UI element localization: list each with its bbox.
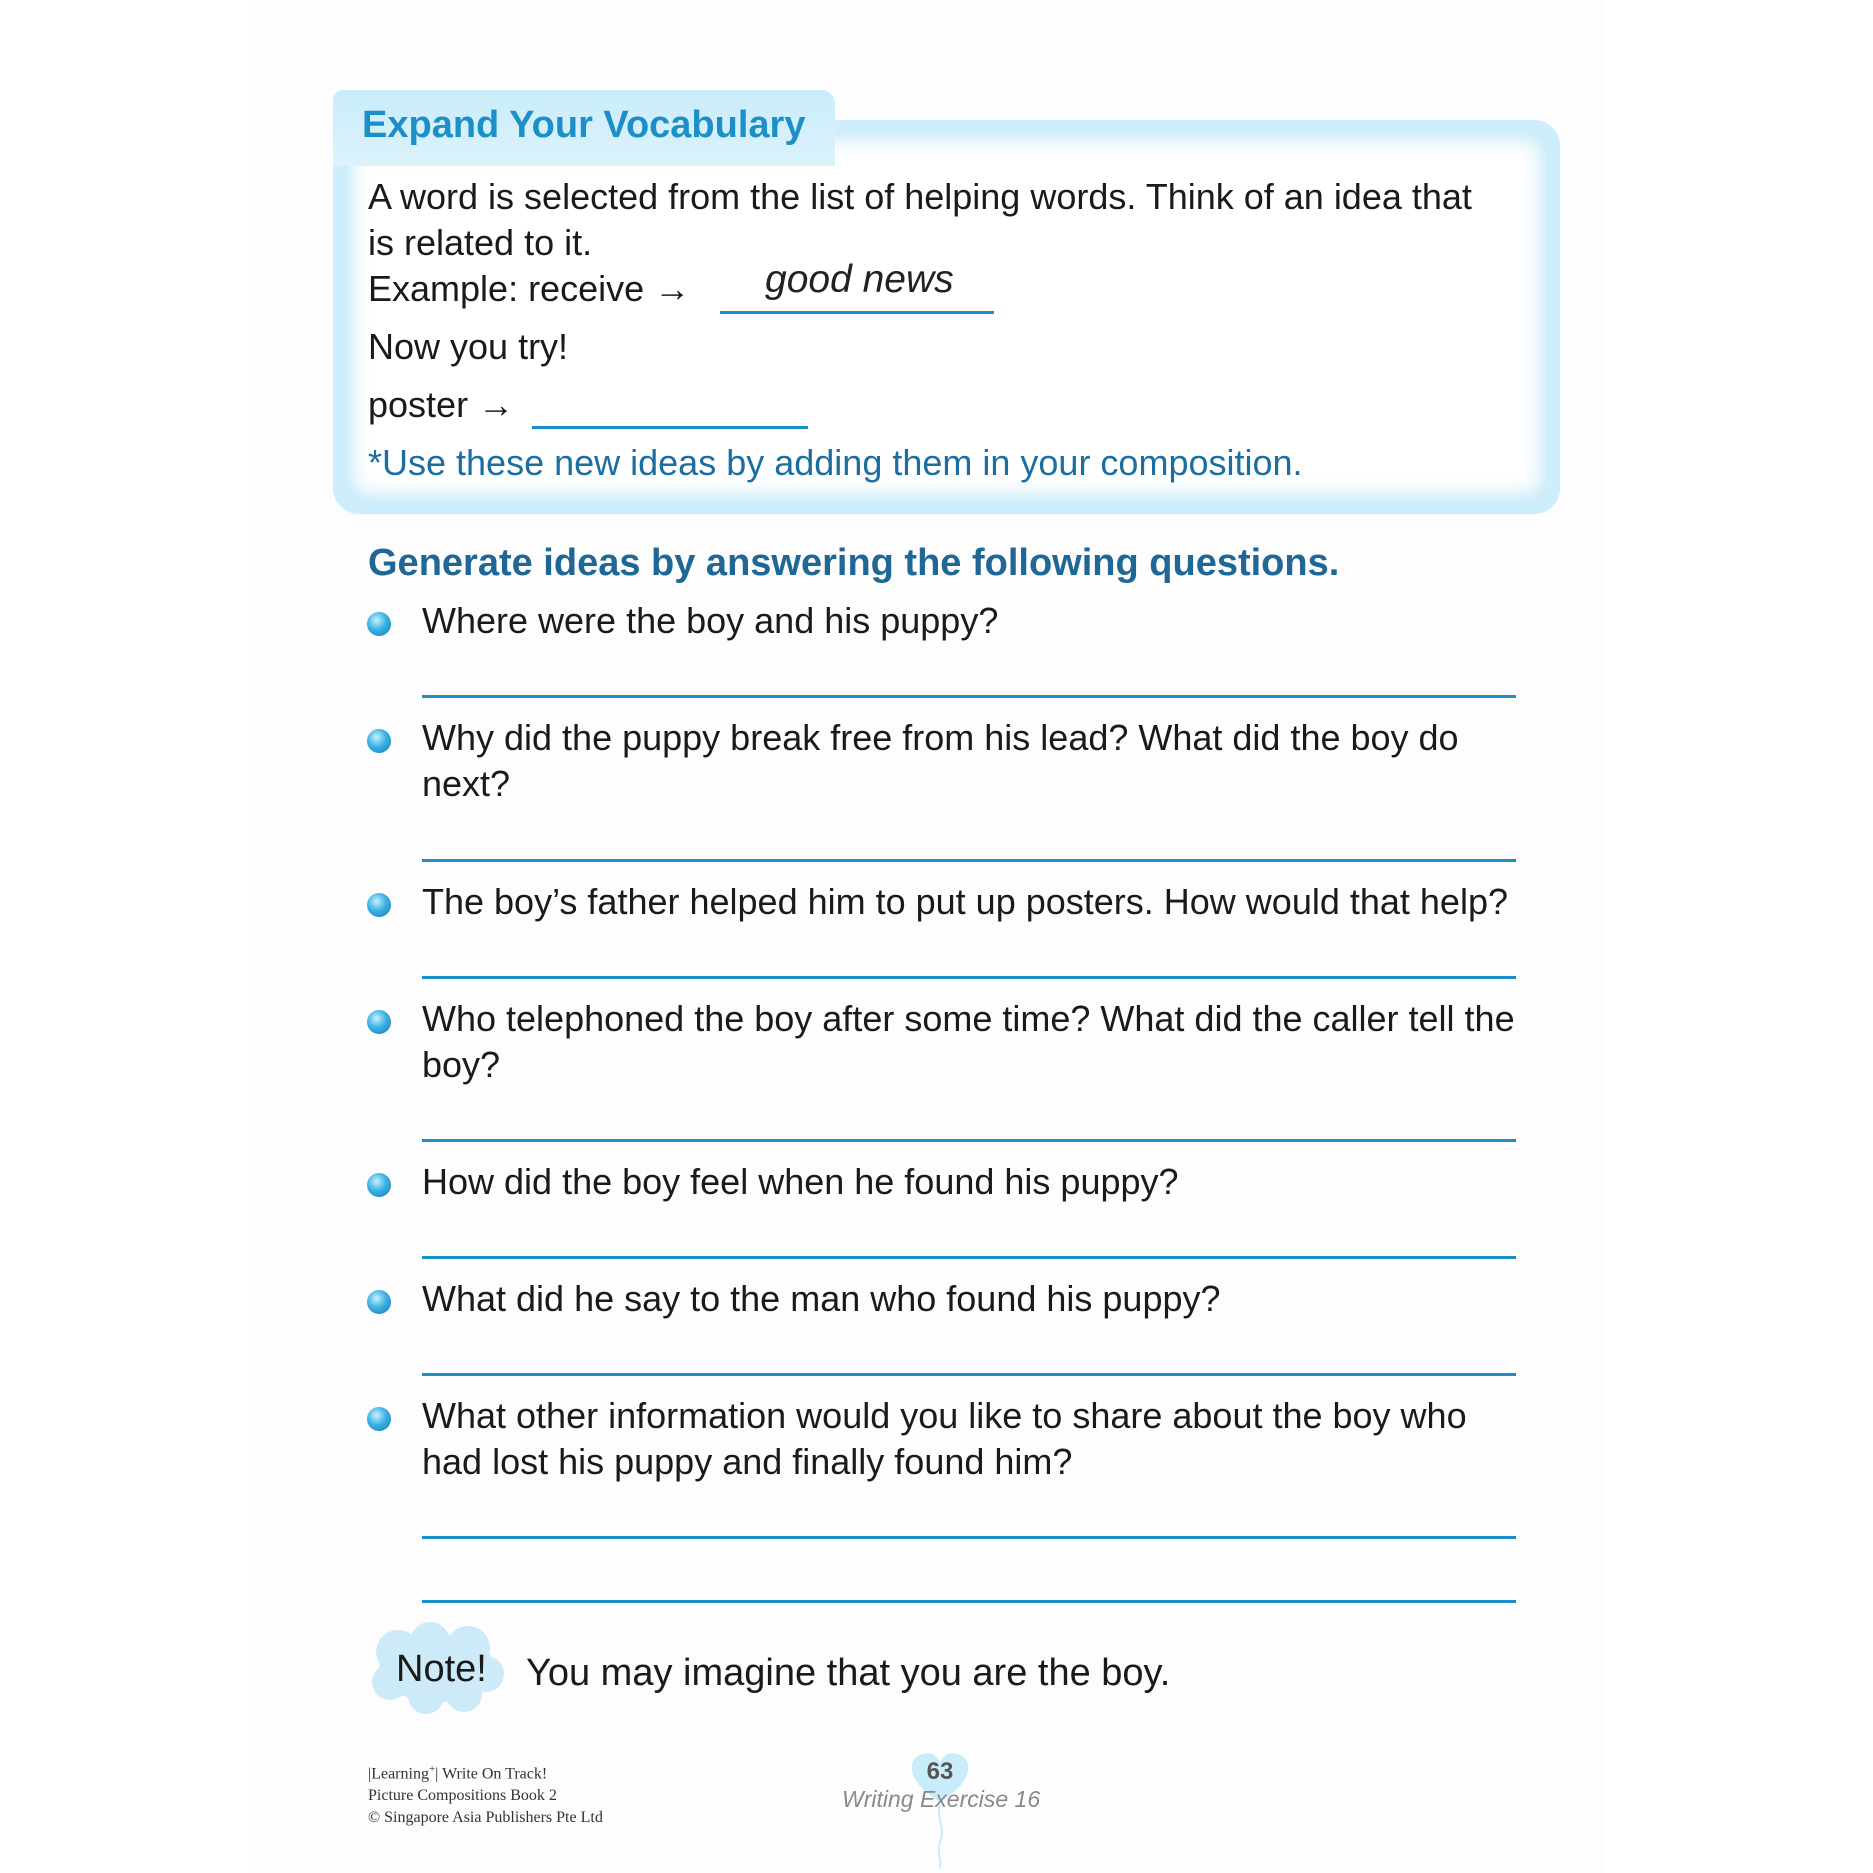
- bullet-icon: [367, 1407, 391, 1431]
- question-7: What other information would you like to share about the boy who had lost his puppy and finally found him?: [422, 1395, 1467, 1482]
- bullet-icon: [367, 729, 391, 753]
- bullet-icon: [367, 1290, 391, 1314]
- footer-series-title: | Write On Track!: [435, 1765, 548, 1783]
- bullet-icon: [367, 1173, 391, 1197]
- answer-line-6[interactable]: [422, 1373, 1516, 1376]
- page-number: 63: [926, 1758, 954, 1785]
- note-label: Note!: [396, 1648, 487, 1690]
- footer-copyright: © Singapore Asia Publishers Pte Ltd: [368, 1809, 603, 1827]
- question-5: How did the boy feel when he found his puppy?: [422, 1161, 1179, 1202]
- answer-line-7a[interactable]: [422, 1536, 1516, 1539]
- footer-credits: [368, 1758, 603, 1829]
- answer-line-5[interactable]: [422, 1256, 1516, 1259]
- answer-line-3[interactable]: [422, 976, 1516, 979]
- answer-line-1[interactable]: [422, 695, 1516, 698]
- footer-book-title: Picture Compositions Book 2: [368, 1787, 557, 1805]
- note-text: You may imagine that you are the boy.: [526, 1652, 1171, 1694]
- bullet-icon: [367, 893, 391, 917]
- poster-label: poster →: [368, 384, 515, 425]
- answer-line-2[interactable]: [422, 859, 1516, 862]
- question-1: Where were the boy and his puppy?: [422, 600, 999, 641]
- example-answer: good news: [765, 258, 954, 301]
- footer-series-name: |Learning: [368, 1765, 429, 1783]
- vocabulary-intro-line2: is related to it.: [368, 222, 593, 263]
- question-2: Why did the puppy break free from his lead? What did the boy do next?: [422, 717, 1459, 804]
- question-4: Who telephoned the boy after some time? What did the caller tell the boy?: [422, 998, 1515, 1085]
- vocabulary-title: Expand Your Vocabulary: [362, 104, 806, 146]
- footer-series: [368, 1758, 603, 1785]
- question-6: What did he say to the man who found his puppy?: [422, 1278, 1221, 1319]
- questions-heading: Generate ideas by answering the following questions.: [368, 542, 1340, 584]
- try-label: Now you try!: [368, 326, 569, 367]
- footer-series-sup: +: [428, 1763, 436, 1775]
- vocabulary-intro-line1: A word is selected from the list of helping words. Think of an idea that: [368, 176, 1472, 217]
- example-answer-line: [720, 311, 994, 314]
- bullet-icon: [367, 612, 391, 636]
- example-label: Example: receive →: [368, 268, 691, 309]
- answer-line-7b[interactable]: [422, 1600, 1516, 1603]
- exercise-label: Writing Exercise 16: [842, 1786, 1041, 1812]
- vocabulary-tip: *Use these new ideas by adding them in your composition.: [368, 442, 1303, 483]
- question-3: The boy’s father helped him to put up posters. How would that help?: [422, 881, 1508, 922]
- answer-line-4[interactable]: [422, 1139, 1516, 1142]
- bullet-icon: [367, 1010, 391, 1034]
- poster-answer-line[interactable]: [532, 426, 808, 429]
